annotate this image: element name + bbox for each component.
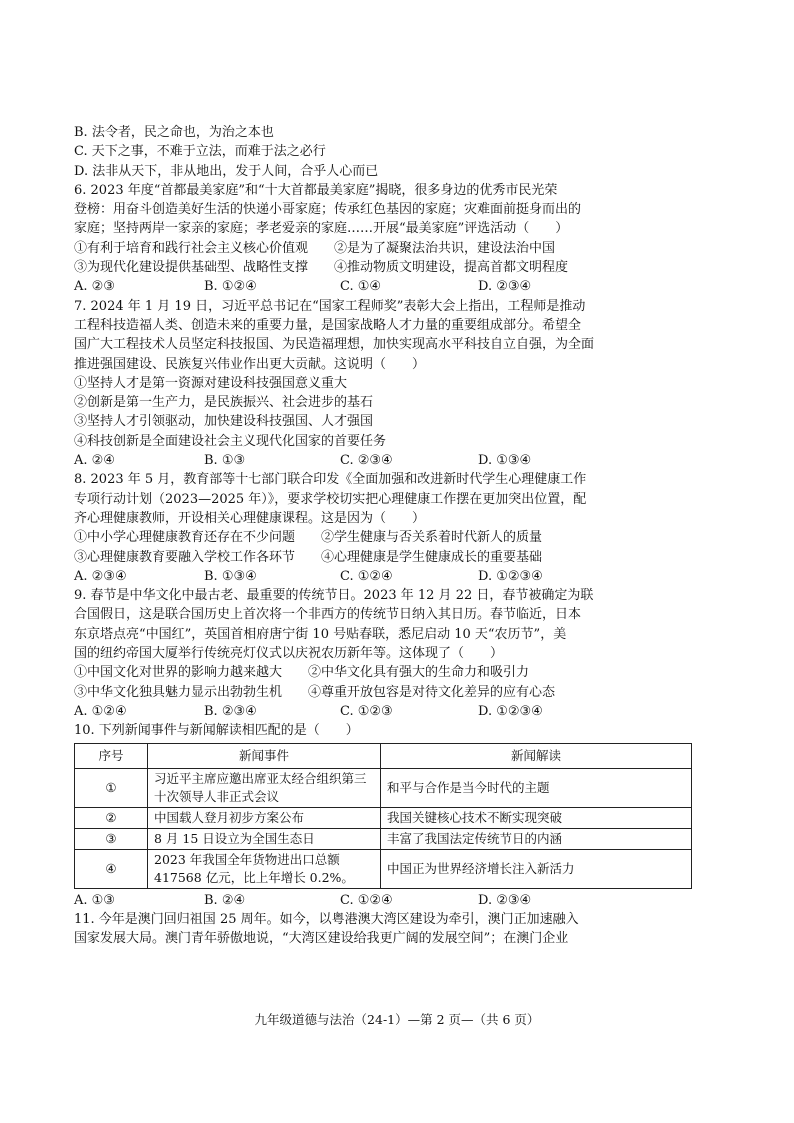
table-row <box>75 807 692 828</box>
page-content <box>74 123 696 948</box>
q6-option-a: A. ②③ <box>74 279 115 295</box>
q7-option-a: A. ②④ <box>74 453 115 469</box>
header-reading: 新闻解读 <box>381 743 692 768</box>
header-event: 新闻事件 <box>148 743 381 768</box>
q8-stem-line: 专项行动计划（2023—2025 年）》，要求学校切实把心理健康工作摆在更加突出位置，配 <box>74 491 587 507</box>
q6-stem-line: 家庭；坚持两岸一家亲的家庭；孝老爱亲的家庭……开展“最美家庭”评选活动（ ） <box>74 221 569 237</box>
q7-statement: ②创新是第一生产力，是民族振兴、社会进步的基石 <box>74 395 374 411</box>
question-11 <box>74 910 696 949</box>
q6-stem-line: 登榜：用奋斗创造美好生活的快递小哥家庭；传承红色基因的家庭；灾难面前挺身而出的 <box>74 202 582 218</box>
table-header-row <box>75 743 692 768</box>
q9-option-a: A. ①②④ <box>74 703 127 719</box>
row-reading: 我国关键核心技术不断实现突破 <box>381 807 692 828</box>
row-number: ④ <box>75 849 148 888</box>
row-event: 习近平主席应邀出席亚太经合组织第三十次领导人非正式会议 <box>148 768 381 807</box>
q9-statement: ①中国文化对世界的影响力越来越大 ②中华文化具有强大的生命力和吸引力 <box>74 665 530 681</box>
q11-stem-line: 国家发展大局。澳门青年骄傲地说，“大湾区建设给我更广阔的发展空间”；在澳门企业 <box>74 931 569 947</box>
q11-stem-line: 11. 今年是澳门回归祖国 25 周年。如今，以粤港澳大湾区建设为牵引，澳门正加速融入 <box>74 911 579 927</box>
q8-option-c: C. ①②④ <box>340 568 393 584</box>
q10-stem: 10. 下列新闻事件与新闻解读相匹配的是（ ） <box>74 723 359 739</box>
row-reading: 丰富了我国法定传统节日的内涵 <box>381 828 692 849</box>
q9-stem-line: 合国假日，这是联合国历史上首次将一个非西方的传统节日纳入其日历。春节临近，日本 <box>74 607 582 623</box>
q7-stem-line: 工程科技造福人类、创造未来的重要力量，是国家战略人才力量的重要组成部分。希望全 <box>74 317 582 333</box>
row-reading: 和平与合作是当今时代的主题 <box>381 768 692 807</box>
q6-options <box>74 277 696 296</box>
option-c-line: C. 天下之事，不难于立法，而难于法之必行 <box>74 144 326 160</box>
q8-options <box>74 567 696 586</box>
option-b-line: B. 法令者，民之命也，为治之本也 <box>74 125 274 140</box>
q8-statement: ①中小学心理健康教育还存在不少问题 ②学生健康与否关系着时代新人的质量 <box>74 530 543 546</box>
q10-option-c: C. ①②④ <box>340 892 393 908</box>
q7-statement: ③坚持人才引领驱动，加快建设科技强国、人才强国 <box>74 414 374 430</box>
q8-stem-line: 8. 2023 年 5 月，教育部等十七部门联合印发《全面加强和改进新时代学生心理健康工作 <box>74 472 587 488</box>
q8-option-d: D. ①②③④ <box>478 568 543 584</box>
q7-option-c: C. ②③④ <box>340 453 393 469</box>
q8-stem-line: 齐心理健康教师，开设相关心理健康课程。这是因为（ ） <box>74 510 426 526</box>
q6-statement: ③为现代化建设提供基础型、战略性支撑 ④推动物质文明建设，提高首都文明程度 <box>74 260 569 276</box>
question-7 <box>74 297 696 471</box>
q9-options <box>74 702 696 721</box>
q7-stem-line: 国广大工程技术人员坚定科技报国、为民造福理想，加快实现高水平科技自立自强，为全面 <box>74 337 595 353</box>
table-row <box>75 768 692 807</box>
q10-option-a: A. ①③ <box>74 892 115 908</box>
table-row <box>75 849 692 888</box>
q8-option-a: A. ②③④ <box>74 568 127 584</box>
q7-options <box>74 451 696 470</box>
q9-statement: ③中华文化独具魅力显示出勃勃生机 ④尊重开放包容是对待文化差异的应有心态 <box>74 684 556 700</box>
question-9 <box>74 586 696 721</box>
header-number: 序号 <box>75 743 148 768</box>
q7-stem-line: 推进强国建设、民族复兴伟业作出更大贡献。这说明（ ） <box>74 356 426 372</box>
row-reading: 中国正为世界经济增长注入新活力 <box>381 849 692 888</box>
q9-stem-line: 东京塔点亮“中国红”，英国首相府唐宁街 10 号贴春联，悉尼启动 10 天“农历节”，美 <box>74 626 567 642</box>
q8-statement: ③心理健康教育要融入学校工作各环节 ④心理健康是学生健康成长的重要基础 <box>74 549 543 565</box>
row-number: ③ <box>75 828 148 849</box>
q7-stem-line: 7. 2024 年 1 月 19 日，习近平总书记在“国家工程师奖”表彰大会上指出，工程师是推动 <box>74 298 586 314</box>
q10-option-d: D. ②③④ <box>478 892 532 908</box>
news-table <box>74 743 692 889</box>
q6-option-b: B. ①②④ <box>204 279 257 295</box>
row-number: ② <box>75 807 148 828</box>
q6-option-c: C. ①④ <box>340 279 382 295</box>
row-event: 中国载人登月初步方案公布 <box>148 807 381 828</box>
q7-statement: ①坚持人才是第一资源对建设科技强国意义重大 <box>74 375 348 391</box>
q10-options <box>74 891 696 910</box>
q6-statement: ①有利于培育和践行社会主义核心价值观 ②是为了凝聚法治共识，建设法治中国 <box>74 240 556 256</box>
q7-option-d: D. ①③④ <box>478 453 532 469</box>
table-row <box>75 828 692 849</box>
q9-option-d: D. ①②③④ <box>478 703 543 719</box>
option-d-line: D. 法非从天下，非从地出，发于人间，合乎人心而已 <box>74 163 379 179</box>
page-footer: 九年级道德与法治（24-1）—第 2 页—（共 6 页） <box>254 1012 540 1027</box>
q6-option-d: D. ②③④ <box>478 279 532 295</box>
row-number: ① <box>75 768 148 807</box>
question-6 <box>74 181 696 297</box>
question-8 <box>74 470 696 586</box>
q7-statement: ④科技创新是全面建设社会主义现代化国家的首要任务 <box>74 433 387 449</box>
q10-option-b: B. ②④ <box>204 892 246 908</box>
q6-stem-line: 6. 2023 年度“首都最美家庭”和“十大首都最美家庭”揭晓，很多身边的优秀市民光荣 <box>74 182 558 198</box>
q9-stem-line: 9. 春节是中华文化中最古老、最重要的传统节日。2023 年 12 月 22 日，春节被确定为联 <box>74 588 594 604</box>
q9-option-b: B. ②③④ <box>204 703 257 719</box>
q9-option-c: C. ①②③ <box>340 703 393 719</box>
q8-option-b: B. ①③④ <box>204 568 257 584</box>
q7-option-b: B. ①③ <box>204 453 246 469</box>
row-event: 8 月 15 日设立为全国生态日 <box>148 828 381 849</box>
q9-stem-line: 国的纽约帝国大厦举行传统亮灯仪式以庆祝农历新年等。这体现了（ ） <box>74 646 504 662</box>
question-10 <box>74 721 696 910</box>
row-event: 2023 年我国全年货物进出口总额 417568 亿元，比上年增长 0.2%。 <box>148 849 381 888</box>
